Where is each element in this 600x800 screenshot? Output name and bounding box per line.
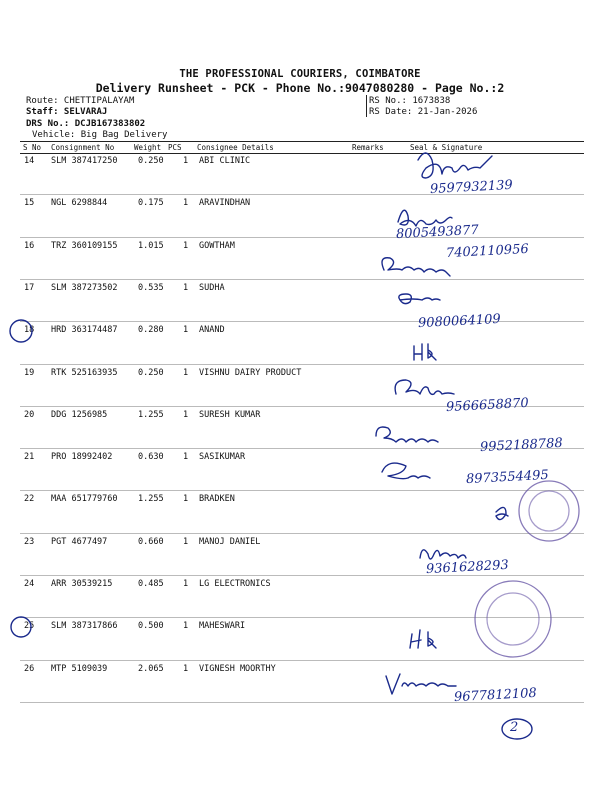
row-weight: 1.255: [138, 409, 164, 420]
row-consignee: VIGNESH MOORTHY: [199, 663, 276, 674]
handwritten-phone: 9080064109: [417, 311, 502, 332]
handwritten-phone: 9566658870: [445, 395, 530, 416]
row-divider: [20, 533, 584, 534]
signature-scribble: [410, 630, 436, 648]
col-remarks: Remarks: [352, 143, 384, 152]
header-rule-top: [20, 141, 584, 142]
row-sno: 26: [24, 663, 35, 674]
row-sno: 23: [24, 536, 35, 547]
row-weight: 0.500: [138, 621, 164, 632]
row-sno: 24: [24, 579, 35, 589]
header-rule-bottom: [20, 153, 584, 154]
row-consignee: BRADKEN: [199, 494, 235, 505]
row-divider: [20, 237, 584, 238]
signature-scribble: [414, 344, 436, 360]
handwritten-phone: 9361628293: [425, 557, 510, 578]
row-consignee: ARAVINDHAN: [199, 198, 251, 209]
row-consignee: MANOJ DANIEL: [199, 536, 261, 547]
col-seal-signature: Seal & Signature: [410, 143, 483, 152]
row-pcs: 1: [183, 579, 189, 589]
handwritten-phone: 9952188788: [479, 435, 564, 456]
meta-divider: [366, 95, 367, 117]
row-consignment: TRZ 360109155: [51, 240, 118, 251]
row-consignment: RTK 525163935: [51, 367, 118, 378]
row-sno: 17: [24, 282, 35, 293]
row-weight: 1.015: [138, 240, 164, 251]
row-pcs: 1: [183, 621, 189, 632]
row-pcs: 1: [183, 156, 189, 166]
row-consignee: ABI CLINIC: [199, 156, 251, 166]
row-consignee: SUDHA: [199, 282, 225, 293]
row-divider: [20, 364, 584, 365]
col-consignment: Consignment No: [51, 143, 115, 152]
row-pcs: 1: [183, 240, 189, 251]
row-consignment: MAA 651779760: [51, 494, 118, 505]
row-weight: 0.485: [138, 579, 164, 589]
row-sno: 18: [24, 325, 35, 336]
row-weight: 1.255: [138, 494, 164, 505]
col-pcs: PCS: [168, 143, 182, 152]
col-weight: Weight: [134, 143, 162, 152]
row-sno: 16: [24, 240, 35, 251]
row-consignee: LG ELECTRONICS: [199, 579, 271, 589]
row-sno: 14: [24, 156, 35, 166]
row-pcs: 1: [183, 663, 189, 674]
row-divider: [20, 490, 584, 491]
row-weight: 0.535: [138, 282, 164, 293]
row-pcs: 1: [183, 494, 189, 505]
handwritten-phone: 9677812108: [453, 685, 538, 706]
row-consignment: DDG 1256985: [51, 409, 108, 420]
rs-date: RS Date: 21-Jan-2026: [369, 107, 478, 117]
row-weight: 2.065: [138, 663, 164, 674]
row-sno: 22: [24, 494, 35, 505]
row-pcs: 1: [183, 409, 189, 420]
seal-stamp: [529, 491, 569, 531]
col-sno: S No: [23, 143, 42, 152]
row-weight: 0.630: [138, 452, 164, 463]
signature-scribble: [386, 674, 456, 694]
row-pcs: 1: [183, 367, 189, 378]
row-pcs: 1: [183, 325, 189, 336]
signature-scribble: [399, 294, 440, 304]
row-divider: [20, 279, 584, 280]
row-pcs: 1: [183, 452, 189, 463]
row-divider: [20, 194, 584, 195]
route-label: Route: CHETTIPALAYAM: [26, 96, 135, 106]
row-weight: 0.660: [138, 536, 164, 547]
row-consignee: VISHNU DAIRY PRODUCT: [199, 367, 302, 378]
row-weight: 0.175: [138, 198, 164, 209]
signature-scribble: [382, 463, 430, 479]
signature-scribble: [496, 507, 508, 519]
row-consignment: SLM 387273502: [51, 282, 118, 293]
row-consignment: MTP 5109039: [51, 663, 108, 674]
seal-stamp: [475, 581, 551, 657]
row-sno: 19: [24, 367, 35, 378]
row-weight: 0.250: [138, 367, 164, 378]
company-title: THE PROFESSIONAL COURIERS, COIMBATORE: [179, 68, 421, 80]
row-consignee: MAHESWARI: [199, 621, 246, 632]
row-consignee: GOWTHAM: [199, 240, 235, 251]
row-weight: 0.280: [138, 325, 164, 336]
row-consignee: SURESH KUMAR: [199, 409, 261, 420]
signature-scribble: [418, 153, 492, 178]
row-divider: [20, 575, 584, 576]
signature-scribble: [382, 258, 450, 276]
row-pcs: 1: [183, 282, 189, 293]
row-sno: 25: [24, 621, 35, 632]
row-consignee: SASIKUMAR: [199, 452, 246, 463]
drs-label: DRS No.: DCJB167383802: [26, 119, 146, 129]
signature-scribble: [420, 550, 466, 559]
col-consignee: Consignee Details: [197, 143, 274, 152]
row-consignment: PGT 4677497: [51, 536, 108, 547]
signature-scribble: [376, 427, 438, 442]
handwritten-phone: 8973554495: [465, 467, 550, 488]
handwritten-phone: 7402110956: [445, 241, 530, 262]
row-consignment: PRO 18992402: [51, 452, 113, 463]
rs-number: RS No.: 1673838: [369, 96, 451, 106]
row-consignment: SLM 387417250: [51, 156, 118, 166]
handwritten-phone: 8005493877: [395, 222, 480, 243]
row-sno: 20: [24, 409, 35, 420]
vehicle-label: Vehicle: Big Bag Delivery: [32, 130, 168, 140]
runsheet-subtitle: Delivery Runsheet - PCK - Phone No.:9047080280 - Page No.:2: [95, 81, 505, 95]
row-divider: [20, 617, 584, 618]
row-divider: [20, 660, 584, 661]
row-consignment: SLM 387317866: [51, 621, 118, 632]
seal-stamp: [487, 593, 539, 645]
staff-label: Staff: SELVARAJ: [26, 107, 108, 117]
page-mark: 2: [510, 720, 519, 735]
signature-scribble: [395, 380, 454, 394]
handwritten-phone: 9597932139: [429, 177, 514, 198]
row-consignment: ARR 30539215: [51, 579, 113, 589]
row-pcs: 1: [183, 198, 189, 209]
row-pcs: 1: [183, 536, 189, 547]
row-consignment: NGL 6298844: [51, 198, 108, 209]
row-sno: 15: [24, 198, 35, 209]
row-sno: 21: [24, 452, 35, 463]
row-weight: 0.250: [138, 156, 164, 166]
row-consignee: ANAND: [199, 325, 225, 336]
row-consignment: HRD 363174487: [51, 325, 118, 336]
